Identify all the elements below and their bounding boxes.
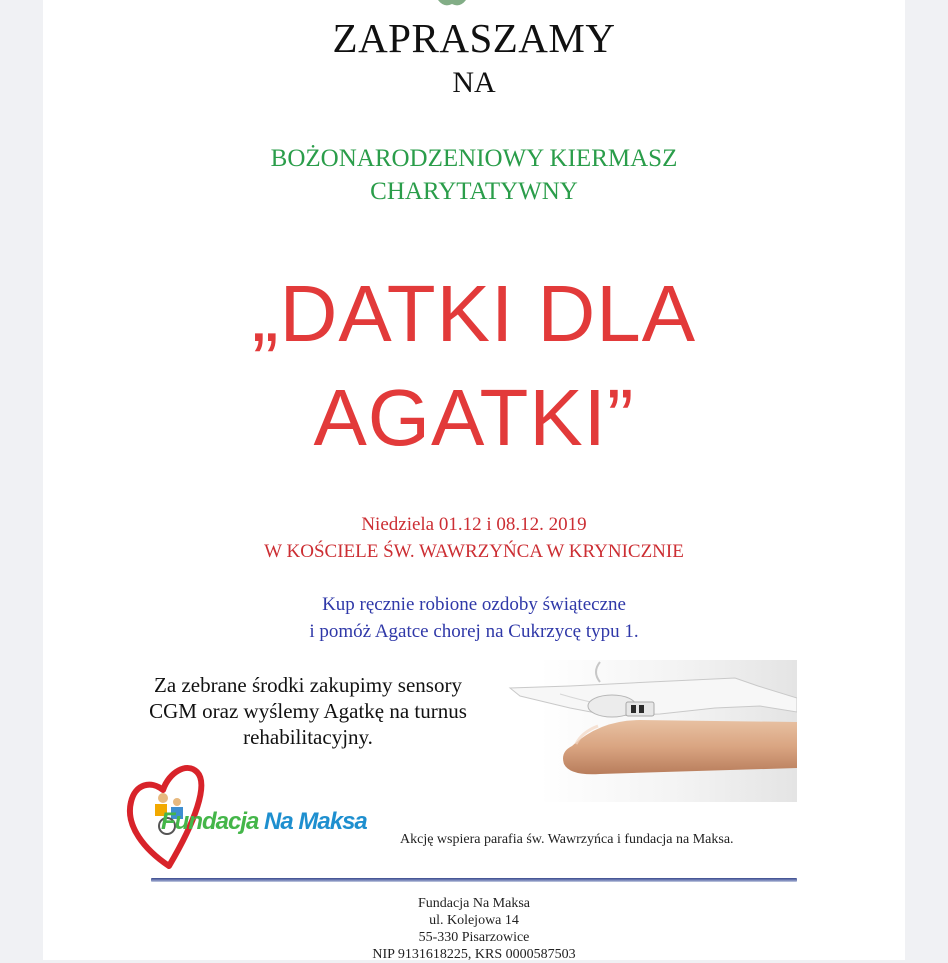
goal-line-1: Za zebrane środki zakupimy sensory bbox=[154, 673, 462, 697]
foundation-logo bbox=[125, 762, 365, 872]
footer-divider bbox=[151, 878, 797, 882]
support-note: Akcję wspiera parafia św. Wawrzyńca i fundacja na Maksa. bbox=[400, 832, 734, 847]
holly-decoration-icon bbox=[432, 0, 472, 10]
footer-contact bbox=[0, 895, 948, 963]
call-to-action-line-1: Kup ręcznie robione ozdoby świąteczne bbox=[322, 594, 626, 615]
event-type-line-1: BOŻONARODZENIOWY KIERMASZ bbox=[270, 145, 678, 172]
goal-line-3: rehabilitacyjny. bbox=[243, 725, 373, 749]
event-title-line-2: AGATKI” bbox=[313, 373, 635, 462]
event-type bbox=[0, 142, 948, 208]
event-title-line-1: „DATKI DLA bbox=[251, 269, 697, 358]
footer-street: ul. Kolejowa 14 bbox=[429, 913, 519, 928]
call-to-action-line-2: i pomóż Agatce chorej na Cukrzycę typu 1. bbox=[309, 621, 639, 642]
goal-line-2: CGM oraz wyślemy Agatkę na turnus bbox=[149, 699, 467, 723]
cgm-sensor-on-finger-photo bbox=[500, 660, 797, 802]
invite-heading: ZAPRASZAMY bbox=[332, 15, 616, 61]
footer-city: 55-330 Pisarzowice bbox=[418, 930, 530, 945]
event-type-line-2: CHARYTATYWNY bbox=[370, 178, 578, 205]
event-details bbox=[0, 511, 948, 565]
footer-ids: NIP 9131618225, KRS 0000587503 bbox=[372, 947, 576, 962]
footer-org: Fundacja Na Maksa bbox=[418, 896, 530, 911]
event-date: Niedziela 01.12 i 08.12. 2019 bbox=[361, 514, 587, 535]
foundation-name bbox=[161, 808, 367, 836]
call-to-action bbox=[0, 591, 948, 645]
event-location: W KOŚCIELE ŚW. WAWRZYŃCA W KRYNICZNIE bbox=[264, 541, 684, 562]
foundation-name-word-2: Na Maksa bbox=[264, 808, 367, 835]
fundraising-goal bbox=[122, 672, 494, 750]
event-title bbox=[0, 262, 948, 470]
foundation-name-word-1: Fundacja bbox=[161, 808, 259, 835]
invite-subheading: NA bbox=[452, 66, 496, 99]
